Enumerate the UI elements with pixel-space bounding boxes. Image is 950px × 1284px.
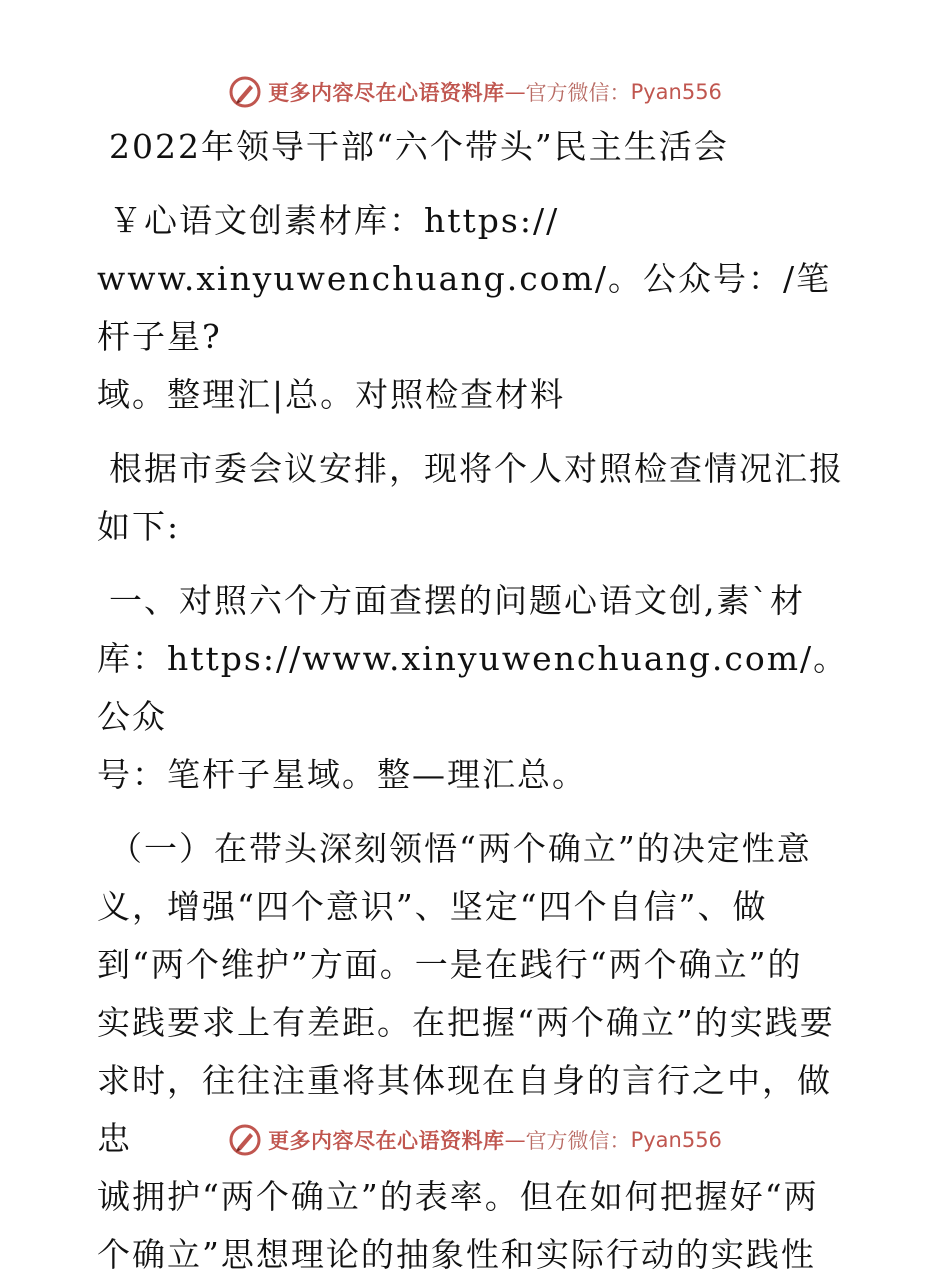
section1-heading-line-1: 一、对照六个方面查摆的问题心语文创,素`材 <box>109 581 805 620</box>
banner-main-text: 更多内容尽在心语资料库 <box>268 1129 505 1153</box>
intro-line-1: 根据市委会议安排，现将个人对照检查情况汇报 <box>109 449 844 488</box>
banner-wechat-id: Pyan556 <box>630 1128 722 1152</box>
source-line-3: 域。整理汇|总。对照检查材料 <box>97 375 566 414</box>
banner-separator: — <box>504 1128 526 1152</box>
section1-heading-line-2: 库：https://www.xinyuwenchuang.com/。公众 <box>97 639 849 736</box>
document-body <box>97 118 857 1284</box>
para1-line: 义，增强“四个意识”、坚定“四个自信”、做 <box>97 887 768 926</box>
para1-line: 个确立”思想理论的抽象性和实际行动的实践性 <box>97 1235 816 1274</box>
source-line-1: ￥心语文创素材库：https:// <box>109 201 560 240</box>
footer-watermark-banner <box>0 1118 950 1162</box>
banner-wechat-id: Pyan556 <box>630 80 722 104</box>
para1-line: 到“两个维护”方面。一是在践行“两个确立”的 <box>97 945 803 984</box>
banner-main-text: 更多内容尽在心语资料库 <box>268 81 505 105</box>
intro-line-2: 如下: <box>97 507 181 546</box>
document-title: 2022年领导干部“六个带头”民主生活会 <box>109 127 729 166</box>
pen-logo-icon <box>228 1123 262 1157</box>
banner-wechat-label: 官方微信： <box>525 81 631 105</box>
banner-separator: — <box>504 80 526 104</box>
para1-line: 求时，往往注重将其体现在自身的言行之中，做忠 <box>97 1061 832 1158</box>
para1-line: 实践要求上有差距。在把握“两个确立”的实践要 <box>97 1003 835 1042</box>
header-watermark-banner <box>0 70 950 114</box>
para1-line: 诚拥护“两个确立”的表率。但在如何把握好“两 <box>97 1177 819 1216</box>
para1-line: （一）在带头深刻领悟“两个确立”的决定性意 <box>109 829 812 868</box>
pen-logo-icon <box>228 75 262 109</box>
banner-wechat-label: 官方微信： <box>525 1129 631 1153</box>
source-line-2: www.xinyuwenchuang.com/。公众号：/笔杆子星? <box>97 259 832 356</box>
section1-heading-line-3: 号：笔杆子星域。整—理汇总。 <box>97 755 587 794</box>
